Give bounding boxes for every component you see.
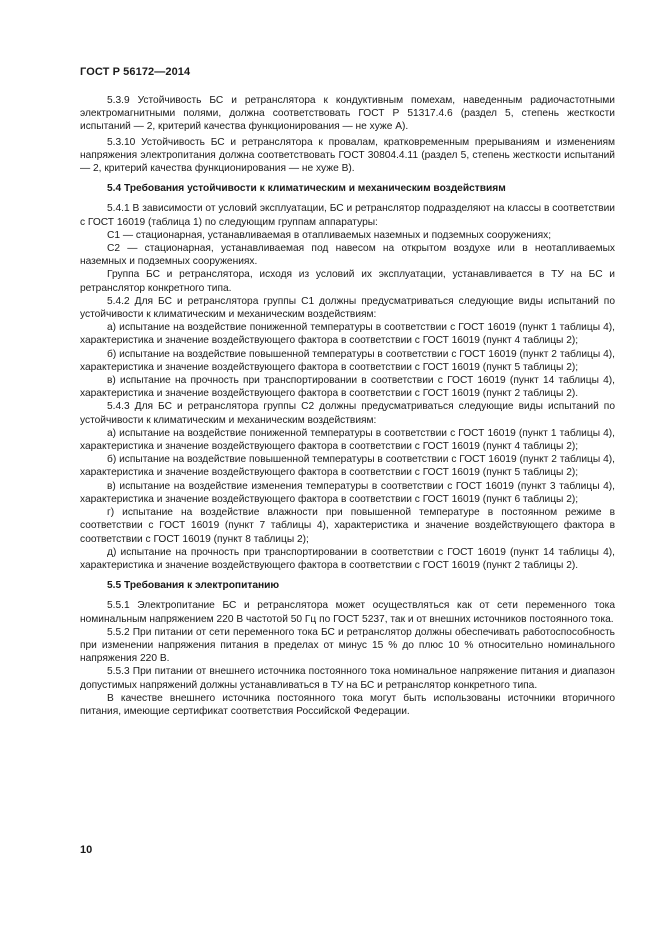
paragraph-group-note: Группа БС и ретранслятора, исходя из условий их эксплуатации, устанавливается в ТУ на БС и ретранслятор конкретного типа. xyxy=(80,269,615,294)
paragraph-5-5-3: 5.5.3 При питании от внешнего источника постоянного тока номинальное напряжение питания и диапазон допустимых напряжений должны устанавливаться в ТУ на БС и ретранслятор конкретного типа. xyxy=(80,666,615,691)
paragraph-5-4-3-e: д) испытание на прочность при транспортировании в соответствии с ГОСТ 16019 (пункт 14 таблицы 4), характеристика и значение воздействующего фактора в соответствии с ГОСТ 16019 (пункт 2 таблицы 2). xyxy=(80,546,615,571)
section-heading-5-4: 5.4 Требования устойчивости к климатическим и механическим воздействиям xyxy=(107,183,506,195)
paragraph-5-4-2-a: а) испытание на воздействие пониженной температуры в соответствии с ГОСТ 16019 (пункт 1 таблицы 4), характеристика и значение воздействующего фактора в соответствии с ГОСТ 16019 (пункт 4 таблицы 2); xyxy=(80,322,615,347)
paragraph-5-4-3-b: б) испытание на воздействие повышенной температуры в соответствии с ГОСТ 16019 (пункт 2 таблицы 4), характеристика и значение воздействующего фактора в соответствии с ГОСТ 16019 (пункт 5 таблицы 2); xyxy=(80,454,615,479)
document-body xyxy=(80,94,615,718)
paragraph-5-5-1: 5.5.1 Электропитание БС и ретранслятора может осуществляться как от сети переменного тока номинальным напряжением 220 В частотой 50 Гц по ГОСТ 5237, так и от внешних источников постоянного тока. xyxy=(80,600,615,625)
page-number: 10 xyxy=(80,844,93,856)
paragraph-group-c2: С2 — стационарная, устанавливаемая под навесом на открытом воздухе или в неотапливаемых наземных и подземных сооружениях. xyxy=(80,243,615,268)
paragraph-5-5-3-note: В качестве внешнего источника постоянного тока могут быть использованы источники вторичного питания, имеющие сертификат соответствия Российской Федерации. xyxy=(80,692,615,717)
paragraph-5-4-2: 5.4.2 Для БС и ретранслятора группы С1 должны предусматриваться следующие виды испытаний по устойчивости к климатическим и механическим воздействиям: xyxy=(80,295,615,321)
section-heading-5-5: 5.5 Требования к электропитанию xyxy=(107,580,280,592)
paragraph-5-4-3-a: а) испытание на воздействие пониженной температуры в соответствии с ГОСТ 16019 (пункт 1 таблицы 4), характеристика и значение воздействующего фактора в соответствии с ГОСТ 16019 (пункт 4 таблицы 2); xyxy=(80,427,615,453)
paragraph-5-3-9: 5.3.9 Устойчивость БС и ретранслятора к кондуктивным помехам, наведенным радиочастотными электромагнитными полями, должна соответствовать ГОСТ Р 51317.4.6 (раздел 5, степень жесткости испытаний — 2, критерий качества функционирования — не хуже А). xyxy=(80,95,615,133)
paragraph-5-5-2: 5.5.2 При питании от сети переменного тока БС и ретранслятор должны обеспечивать работоспособность при изменении напряжения питания в пределах от минус 15 % до плюс 10 % относительно номинального напряжения 220 В. xyxy=(80,626,615,665)
document-header: ГОСТ Р 56172—2014 xyxy=(80,66,191,78)
paragraph-5-3-10: 5.3.10 Устойчивость БС и ретранслятора к провалам, кратковременным прерываниям и изменениям напряжения электропитания должна соответствовать ГОСТ 30804.4.11 (раздел 5, степень жесткости испытаний — 2, критерий качества функционирования — не хуже В). xyxy=(80,136,615,175)
paragraph-5-4-3: 5.4.3 Для БС и ретранслятора группы С2 должны предусматриваться следующие виды испытаний по устойчивости к климатическим и механическим воздействиям: xyxy=(80,401,615,426)
paragraph-group-c1: С1 — стационарная, устанавливаемая в отапливаемых наземных и подземных сооружениях; xyxy=(107,229,552,241)
paragraph-5-4-3-c: в) испытание на воздействие изменения температуры в соответствии с ГОСТ 16019 (пункт 3 таблицы 4), характеристика и значение воздействующего фактора в соответствии с ГОСТ 16019 (пункт 6 таблицы 2); xyxy=(80,480,615,505)
paragraph-5-4-1: 5.4.1 В зависимости от условий эксплуатации, БС и ретранслятор подразделяют на классы в соответствии с ГОСТ 16019 (таблица 1) по следующим группам аппаратуры: xyxy=(80,203,615,228)
paragraph-5-4-2-c: в) испытание на прочность при транспортировании в соответствии с ГОСТ 16019 (пункт 14 таблицы 4), характеристика и значение воздействующего фактора в соответствии с ГОСТ 16019 (пункт 2 таблицы 2). xyxy=(80,375,615,400)
paragraph-5-4-2-b: б) испытание на воздействие повышенной температуры в соответствии с ГОСТ 16019 (пункт 2 таблицы 4), характеристика и значение воздействующего фактора в соответствии с ГОСТ 16019 (пункт 5 таблицы 2); xyxy=(80,348,615,373)
paragraph-5-4-3-d: г) испытание на воздействие влажности при повышенной температуре в постоянном режиме в соответствии с ГОСТ 16019 (пункт 7 таблицы 4), характеристика и значение воздействующего фактора в соответствии с ГОСТ 16019 (пункт 8 таблицы 2); xyxy=(80,507,615,545)
